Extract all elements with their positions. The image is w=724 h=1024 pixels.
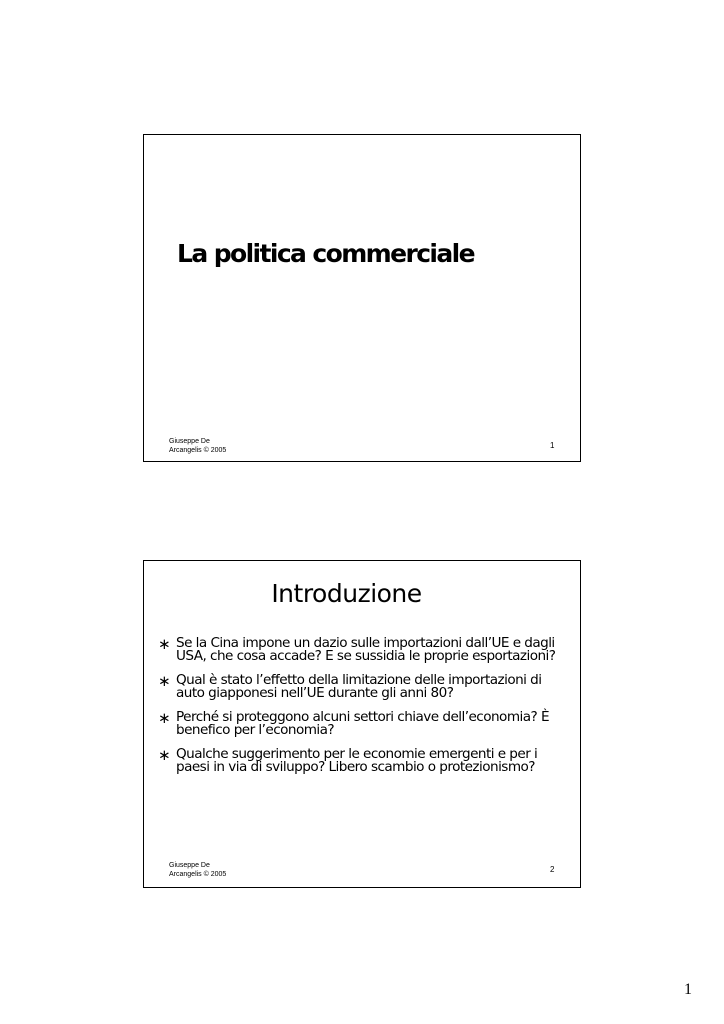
page-number: 1 [684,981,692,998]
slide-number: 2 [550,865,555,874]
bullet-text: Qual è stato l’effetto della limitazione delle importazioni di auto giapponesi nell’UE durante gli anni 80? [176,672,542,701]
asterisk-bullet-icon: ∗ [158,672,171,690]
slide-author [169,861,226,879]
bullet-text: Qualche suggerimento per le economie emergenti e per i paesi in via di sviluppo? Libero scambio o protezionismo? [176,746,538,775]
slide-1 [143,134,581,462]
author-copyright: Arcangelis © 2005 [169,447,227,454]
author-copyright: Arcangelis © 2005 [169,871,227,878]
bullet-item [158,711,570,737]
bullet-list [158,637,570,785]
slide-title: La politica commerciale [177,239,474,268]
asterisk-bullet-icon: ∗ [158,709,171,727]
author-name: Giuseppe De [169,438,210,445]
asterisk-bullet-icon: ∗ [158,635,171,653]
slide-number: 1 [550,441,555,450]
author-name: Giuseppe De [169,862,210,869]
slide-author [169,437,226,455]
bullet-item [158,637,570,663]
bullet-text: Se la Cina impone un dazio sulle importazioni dall’UE e dagli USA, che cosa accade? E se sussidia le proprie esportazioni? [176,635,556,664]
asterisk-bullet-icon: ∗ [158,746,171,764]
bullet-text: Perché si proteggono alcuni settori chiave dell’economia? È benefico per l’economia? [176,709,549,738]
bullet-item [158,674,570,700]
slide-2 [143,560,581,888]
bullet-item [158,748,570,774]
slide-title: Introduzione [271,579,422,608]
